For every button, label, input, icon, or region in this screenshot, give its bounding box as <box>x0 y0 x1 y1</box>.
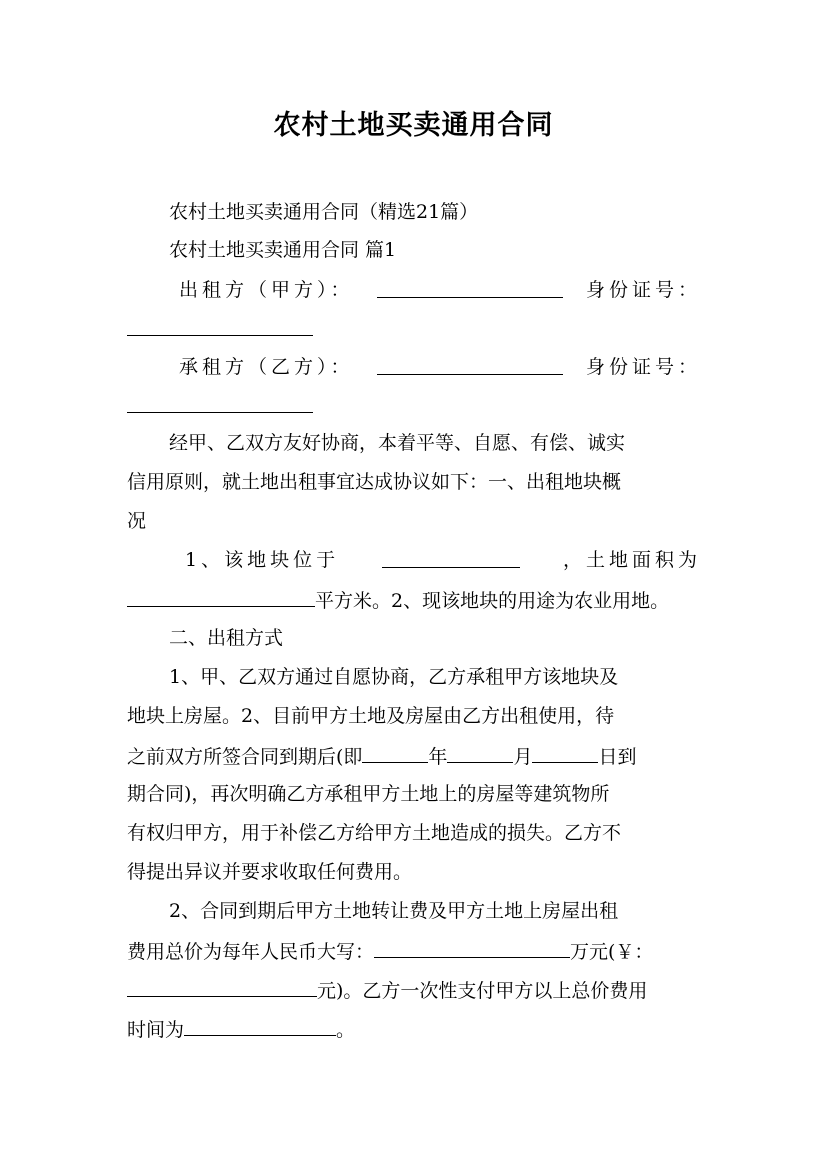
s2-date-prefix: 之前双方所签合同到期后(即 <box>127 746 363 768</box>
p2-payment-text: 元)。乙方一次性支付甲方以上总价费用 <box>317 980 648 1002</box>
p2-line-2 <box>127 931 701 969</box>
plot-location-label: 1、该地块位于 <box>185 549 340 571</box>
p2-line-1: 2、合同到期后甲方土地转让费及甲方土地上房屋出租 <box>169 900 619 922</box>
intro-line-3: 况 <box>127 510 147 532</box>
lessee-id-blank[interactable] <box>127 386 313 413</box>
day-blank[interactable] <box>532 736 598 763</box>
day-label: 日到 <box>598 746 637 768</box>
lessee-label: 承租方（乙方）： <box>179 356 354 378</box>
lessor-id-label: 身份证号： <box>585 279 701 301</box>
lessor-line <box>127 271 701 309</box>
p2-period: 。 <box>336 1019 356 1041</box>
plot-area-label: ，土地面积为 <box>562 549 701 571</box>
lessee-id-label: 身份证号： <box>585 356 701 378</box>
payment-time-blank[interactable] <box>184 1009 336 1036</box>
section-2-heading: 二、出租方式 <box>169 627 284 649</box>
intro-line-2: 信用原则，就土地出租事宜达成协议如下：一、出租地块概 <box>127 471 622 493</box>
plot-usage-text: 平方米。2、现该地块的用途为农业用地。 <box>315 590 670 612</box>
intro-line-1: 经甲、乙双方友好协商，本着平等、自愿、有偿、诚实 <box>169 432 626 454</box>
document-title: 农村土地买卖通用合同 <box>273 110 554 141</box>
s2-line-4: 期合同)，再次明确乙方承租甲方土地上的房屋等建筑物所 <box>127 783 610 805</box>
s2-line-5: 有权归甲方，用于补偿乙方给甲方土地造成的损失。乙方不 <box>127 822 622 844</box>
s2-line-3 <box>127 736 701 774</box>
plot-line-1 <box>127 541 701 579</box>
lessee-id-line <box>127 386 701 424</box>
subtitle: 农村土地买卖通用合同（精选21篇） <box>169 201 479 223</box>
month-blank[interactable] <box>447 736 513 763</box>
lessee-line <box>127 348 701 386</box>
p2-line-3 <box>127 970 701 1008</box>
plot-location-blank[interactable] <box>382 541 520 568</box>
lessor-id-line <box>127 309 701 347</box>
plot-line-2 <box>127 580 701 618</box>
p2-line-4 <box>127 1009 701 1047</box>
month-label: 月 <box>513 746 533 768</box>
lessor-id-blank[interactable] <box>127 309 313 336</box>
p2-total-label: 费用总价为每年人民币大写： <box>127 941 375 963</box>
lessor-label: 出租方（甲方）： <box>179 279 354 301</box>
s2-line-6: 得提出异议并要求收取任何费用。 <box>127 861 413 883</box>
plot-area-blank[interactable] <box>127 580 315 607</box>
s2-line-1: 1、甲、乙双方通过自愿协商，乙方承租甲方该地块及 <box>169 666 619 688</box>
year-blank[interactable] <box>362 736 428 763</box>
p2-unit-label: 万元(￥： <box>570 941 654 963</box>
p2-time-label: 时间为 <box>127 1019 185 1041</box>
total-price-words-blank[interactable] <box>374 931 570 958</box>
section-heading: 农村土地买卖通用合同 篇1 <box>169 239 397 261</box>
lessor-name-blank[interactable] <box>377 271 563 298</box>
lessee-name-blank[interactable] <box>377 348 563 375</box>
s2-line-2: 地块上房屋。2、目前甲方土地及房屋由乙方出租使用，待 <box>127 705 615 727</box>
total-price-number-blank[interactable] <box>127 970 317 997</box>
year-label: 年 <box>428 746 448 768</box>
